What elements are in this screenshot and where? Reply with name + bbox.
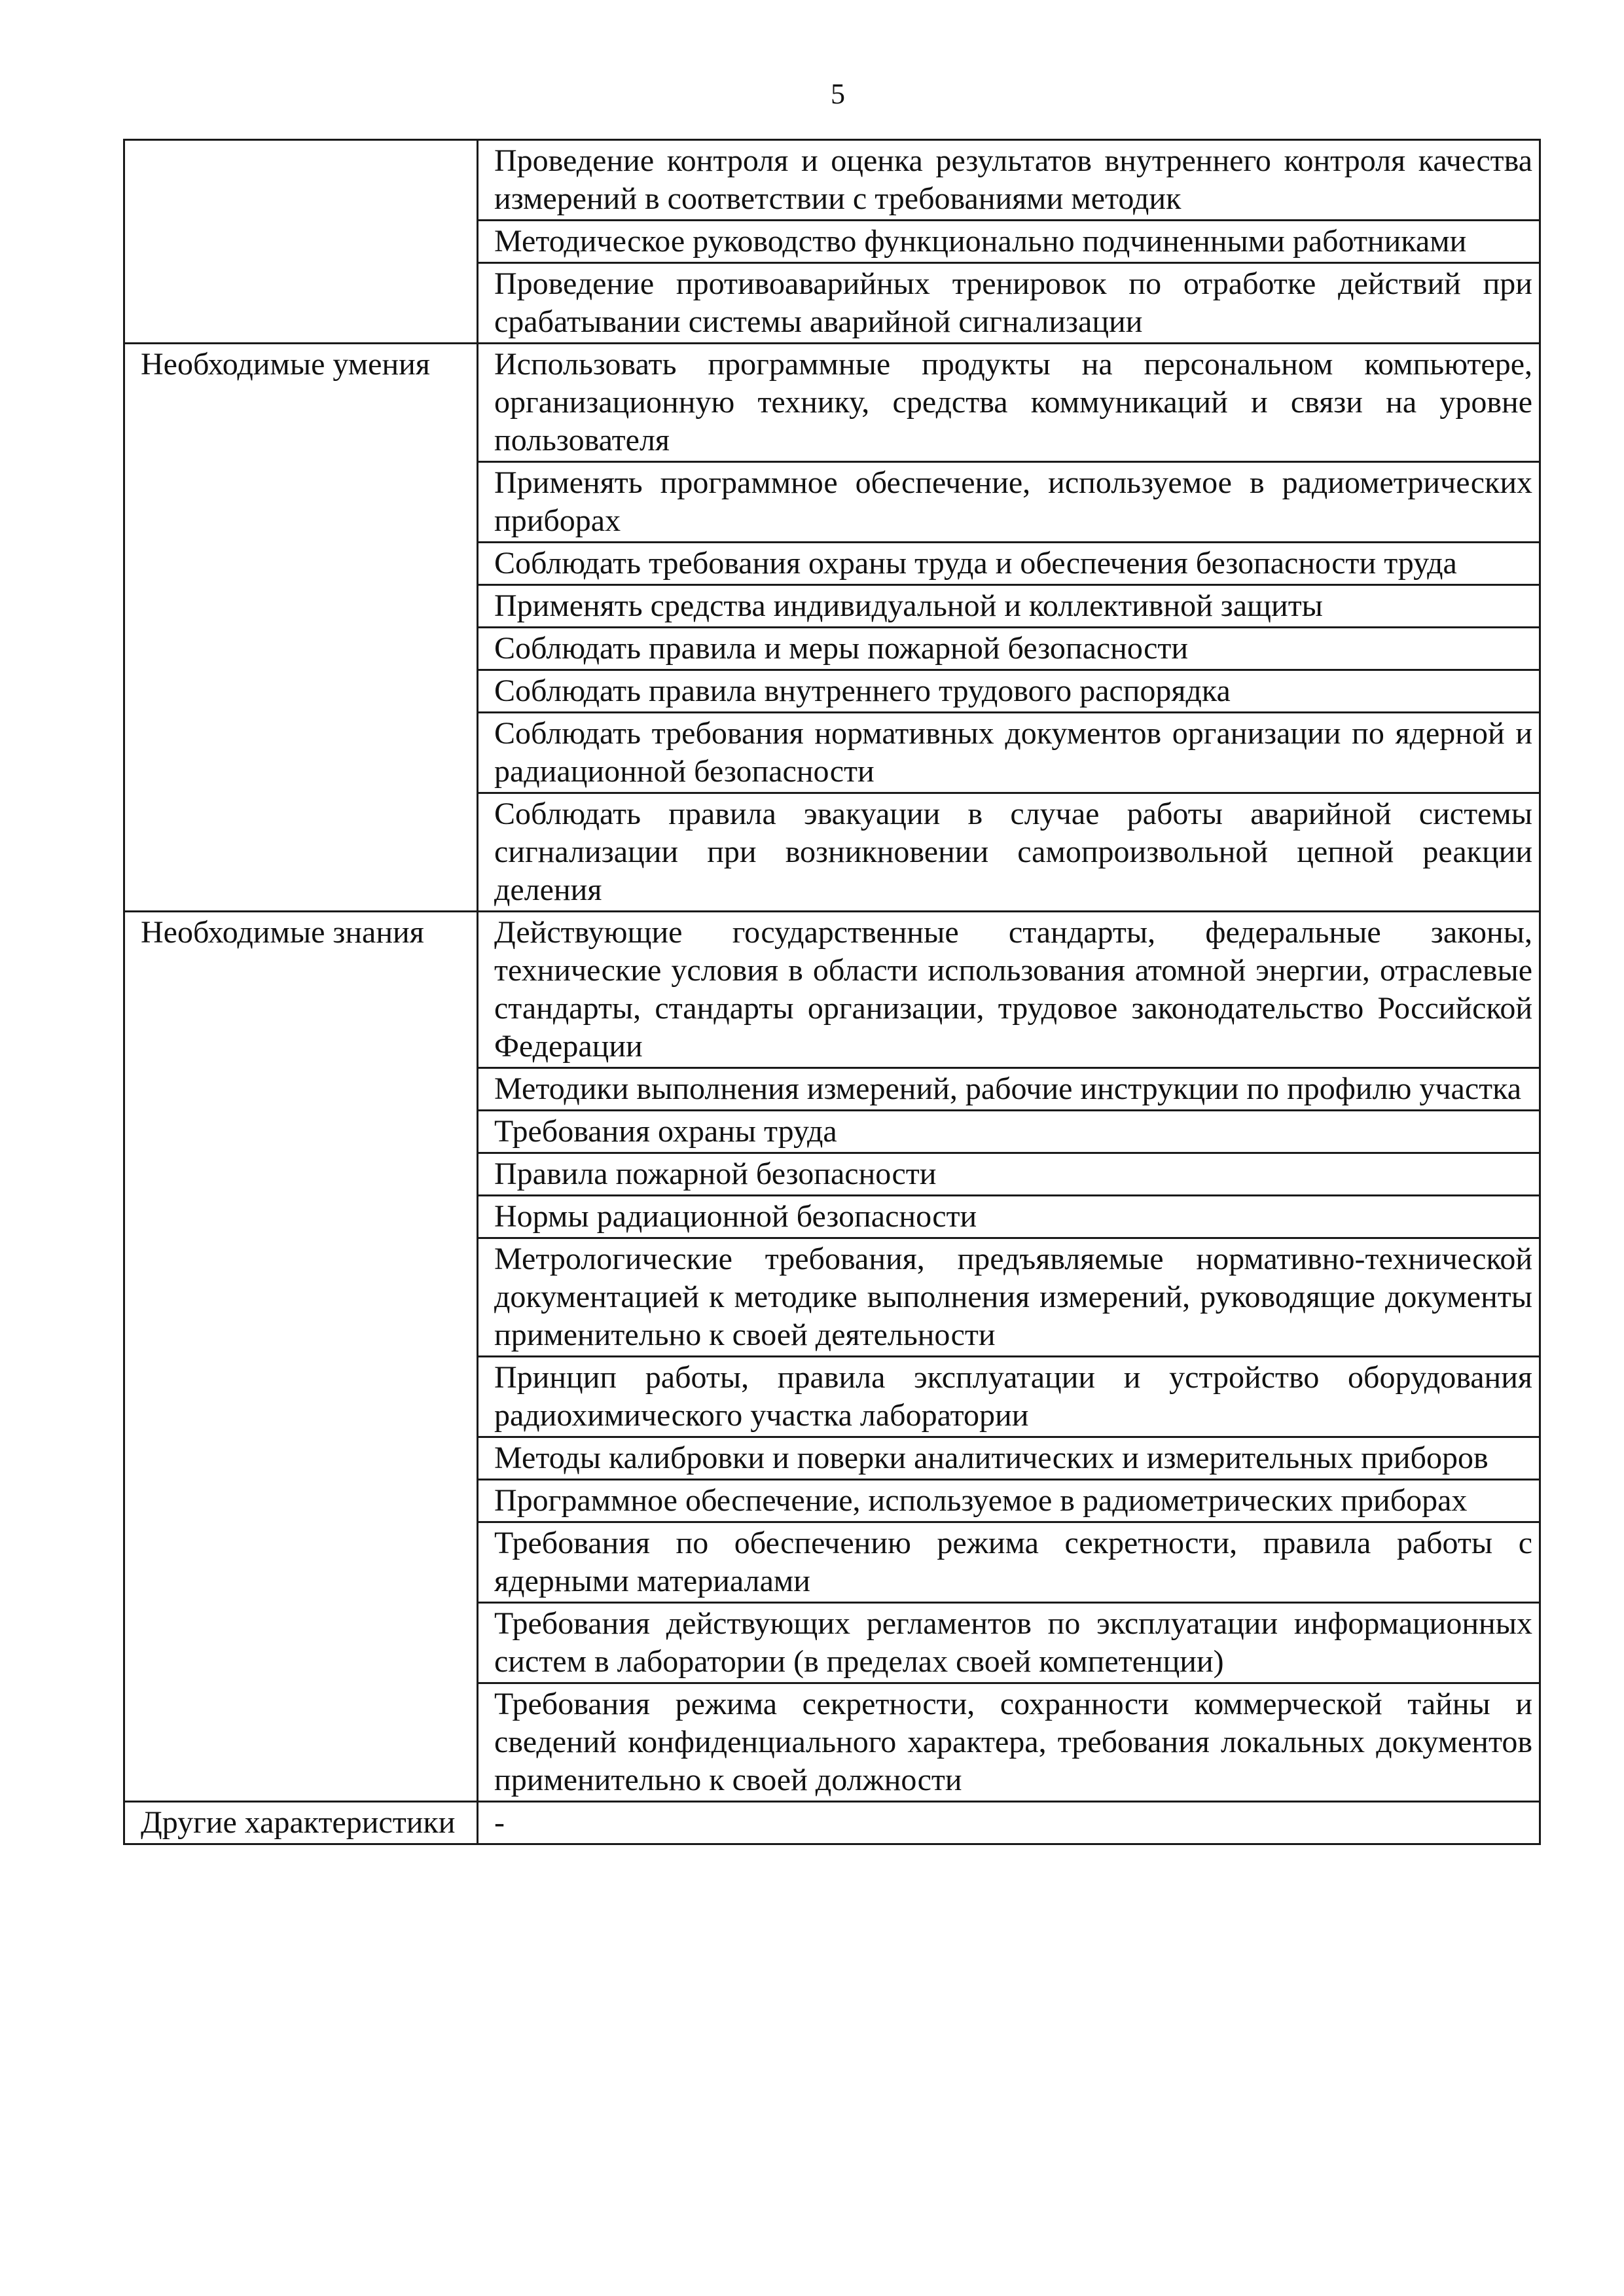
section-label: Другие характеристики — [124, 1802, 478, 1844]
section-item: Соблюдать требования охраны труда и обеспечения безопасности труда — [478, 543, 1540, 585]
table-row — [124, 344, 1540, 462]
section-item: Использовать программные продукты на персональном компьютере, организационную технику, средства коммуникаций и связи на уровне пользователя — [478, 344, 1540, 462]
table-row — [124, 1802, 1540, 1844]
table-body — [124, 140, 1540, 1844]
section-item: Проведение контроля и оценка результатов внутреннего контроля качества измерений в соответствии с требованиями методик — [478, 140, 1540, 221]
section-label: Необходимые знания — [124, 912, 478, 1802]
characteristics-table — [123, 139, 1541, 1845]
section-item: Требования охраны труда — [478, 1111, 1540, 1153]
section-item: Методическое руководство функционально подчиненными работниками — [478, 221, 1540, 263]
section-item: - — [478, 1802, 1540, 1844]
section-item: Принцип работы, правила эксплуатации и устройство оборудования радиохимического участка лаборатории — [478, 1357, 1540, 1437]
section-item: Проведение противоаварийных тренировок по отработке действий при срабатывании системы аварийной сигнализации — [478, 263, 1540, 344]
section-item: Правила пожарной безопасности — [478, 1153, 1540, 1196]
section-item: Нормы радиационной безопасности — [478, 1196, 1540, 1238]
section-item: Требования режима секретности, сохранности коммерческой тайны и сведений конфиденциального характера, требования локальных документов применительно к своей должности — [478, 1683, 1540, 1802]
table-row — [124, 912, 1540, 1068]
section-item: Методы калибровки и поверки аналитических и измерительных приборов — [478, 1437, 1540, 1480]
section-item: Метрологические требования, предъявляемые нормативно-технической документацией к методике выполнения измерений, руководящие документы применительно к своей деятельности — [478, 1238, 1540, 1357]
section-item: Требования действующих регламентов по эксплуатации информационных систем в лаборатории (в пределах своей компетенции) — [478, 1603, 1540, 1683]
section-item: Соблюдать правила и меры пожарной безопасности — [478, 628, 1540, 670]
section-label: Необходимые умения — [124, 344, 478, 912]
section-item: Соблюдать правила внутреннего трудового распорядка — [478, 670, 1540, 713]
section-item: Методики выполнения измерений, рабочие инструкции по профилю участка — [478, 1068, 1540, 1111]
section-item: Программное обеспечение, используемое в радиометрических приборах — [478, 1480, 1540, 1522]
section-item: Применять средства индивидуальной и коллективной защиты — [478, 585, 1540, 628]
table-row — [124, 140, 1540, 221]
section-item: Соблюдать требования нормативных документов организации по ядерной и радиационной безопасности — [478, 713, 1540, 793]
section-label — [124, 140, 478, 344]
section-item: Действующие государственные стандарты, федеральные законы, технические условия в области использования атомной энергии, отраслевые стандарты, стандарты организации, трудовое законодательство Российской Федерации — [478, 912, 1540, 1068]
page-number: 5 — [831, 78, 845, 110]
section-item: Применять программное обеспечение, используемое в радиометрических приборах — [478, 462, 1540, 543]
section-item: Соблюдать правила эвакуации в случае работы аварийной системы сигнализации при возникновении самопроизвольной цепной реакции деления — [478, 793, 1540, 912]
section-item: Требования по обеспечению режима секретности, правила работы с ядерными материалами — [478, 1522, 1540, 1603]
